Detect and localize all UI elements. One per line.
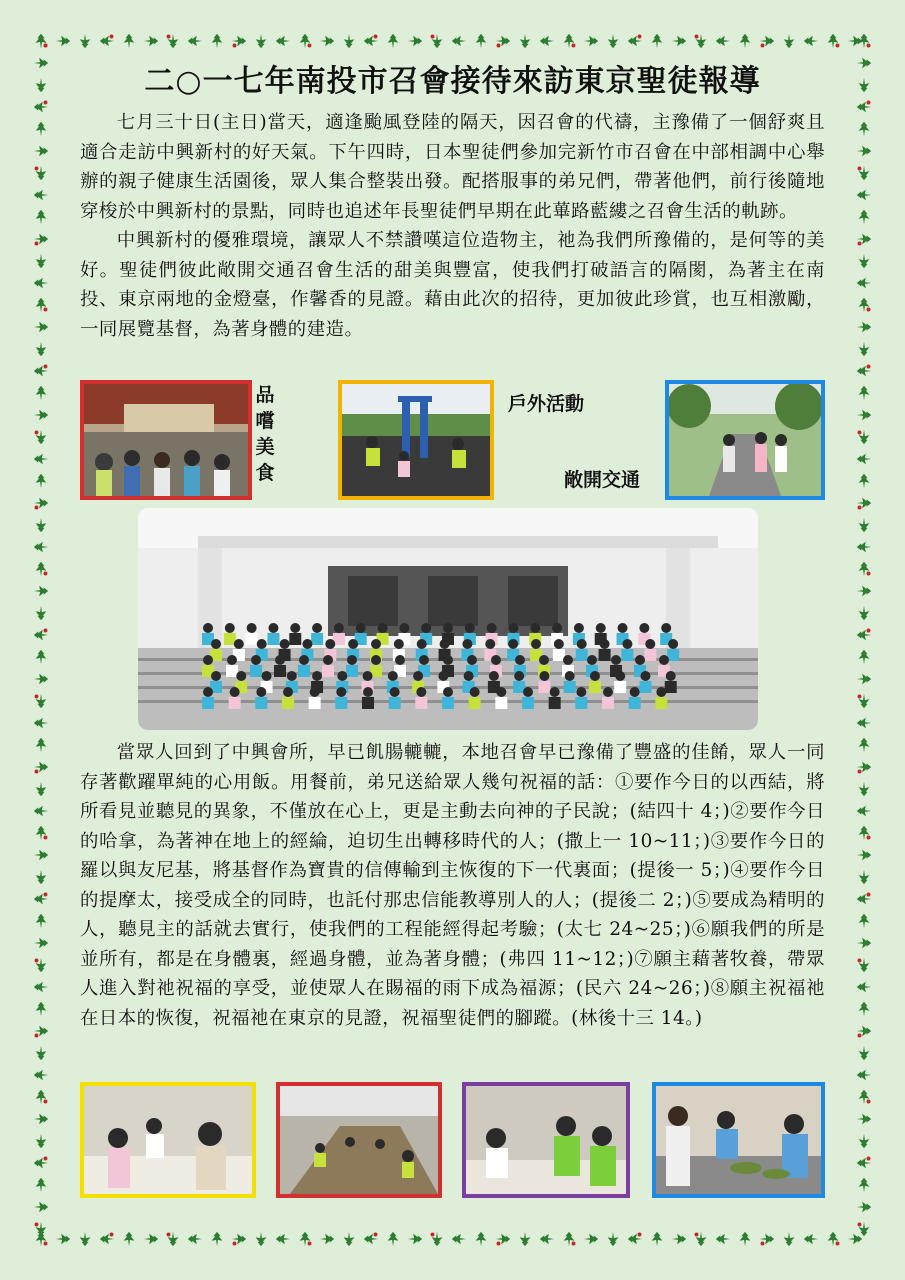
ivy-leaf-icon bbox=[853, 1086, 875, 1108]
meal-photo-2 bbox=[276, 1082, 442, 1198]
ivy-leaf-icon bbox=[30, 184, 52, 206]
ivy-leaf-icon bbox=[30, 580, 52, 602]
ivy-leaf-icon bbox=[853, 1196, 875, 1218]
ivy-leaf-icon bbox=[756, 1228, 778, 1250]
ivy-leaf-icon bbox=[853, 1042, 875, 1064]
ivy-leaf-icon bbox=[30, 932, 52, 954]
label-food: 品嚐美食 bbox=[255, 384, 275, 484]
ivy-leaf-icon bbox=[853, 382, 875, 404]
ivy-leaf-icon bbox=[492, 1228, 514, 1250]
ivy-leaf-icon bbox=[536, 30, 558, 52]
ivy-leaf-icon bbox=[30, 712, 52, 734]
paragraph-3-wrap bbox=[80, 738, 825, 1033]
ivy-leaf-icon bbox=[30, 756, 52, 778]
ivy-leaf-icon bbox=[184, 30, 206, 52]
ivy-leaf-icon bbox=[853, 690, 875, 712]
ivy-leaf-icon bbox=[853, 294, 875, 316]
ivy-leaf-icon bbox=[602, 30, 624, 52]
ivy-border-left bbox=[30, 30, 52, 1250]
ivy-leaf-icon bbox=[30, 74, 52, 96]
ivy-leaf-icon bbox=[853, 1108, 875, 1130]
ivy-leaf-icon bbox=[30, 910, 52, 932]
ivy-leaf-icon bbox=[360, 1228, 382, 1250]
ivy-leaf-icon bbox=[30, 1218, 52, 1240]
meal-photo-4 bbox=[652, 1082, 825, 1198]
ivy-leaf-icon bbox=[470, 30, 492, 52]
ivy-leaf-icon bbox=[514, 1228, 536, 1250]
ivy-leaf-icon bbox=[140, 30, 162, 52]
ivy-leaf-icon bbox=[30, 558, 52, 580]
ivy-leaf-icon bbox=[853, 822, 875, 844]
ivy-leaf-icon bbox=[690, 1228, 712, 1250]
ivy-leaf-icon bbox=[404, 30, 426, 52]
ivy-leaf-icon bbox=[690, 30, 712, 52]
ivy-leaf-icon bbox=[853, 558, 875, 580]
ivy-leaf-icon bbox=[30, 448, 52, 470]
ivy-leaf-icon bbox=[316, 1228, 338, 1250]
ivy-leaf-icon bbox=[30, 822, 52, 844]
ivy-leaf-icon bbox=[853, 646, 875, 668]
ivy-leaf-icon bbox=[646, 30, 668, 52]
ivy-leaf-icon bbox=[853, 514, 875, 536]
ivy-leaf-icon bbox=[30, 470, 52, 492]
ivy-leaf-icon bbox=[853, 800, 875, 822]
ivy-leaf-icon bbox=[162, 1228, 184, 1250]
ivy-leaf-icon bbox=[853, 470, 875, 492]
ivy-leaf-icon bbox=[30, 734, 52, 756]
ivy-leaf-icon bbox=[316, 30, 338, 52]
ivy-leaf-icon bbox=[853, 206, 875, 228]
ivy-leaf-icon bbox=[30, 888, 52, 910]
ivy-leaf-icon bbox=[822, 30, 844, 52]
ivy-leaf-icon bbox=[206, 1228, 228, 1250]
ivy-leaf-icon bbox=[853, 998, 875, 1020]
newsletter-page bbox=[80, 60, 825, 344]
ivy-leaf-icon bbox=[30, 140, 52, 162]
ivy-leaf-icon bbox=[294, 30, 316, 52]
ivy-leaf-icon bbox=[140, 1228, 162, 1250]
ivy-leaf-icon bbox=[470, 1228, 492, 1250]
ivy-leaf-icon bbox=[853, 118, 875, 140]
ivy-leaf-icon bbox=[30, 162, 52, 184]
ivy-leaf-icon bbox=[558, 1228, 580, 1250]
ivy-leaf-icon bbox=[853, 624, 875, 646]
ivy-leaf-icon bbox=[580, 1228, 602, 1250]
ivy-leaf-icon bbox=[624, 1228, 646, 1250]
ivy-border-top bbox=[30, 30, 875, 52]
ivy-leaf-icon bbox=[580, 30, 602, 52]
ivy-leaf-icon bbox=[30, 1174, 52, 1196]
label-fellowship: 敞開交通 bbox=[564, 469, 641, 491]
ivy-leaf-icon bbox=[853, 712, 875, 734]
ivy-leaf-icon bbox=[853, 756, 875, 778]
ivy-leaf-icon bbox=[734, 1228, 756, 1250]
ivy-leaf-icon bbox=[118, 1228, 140, 1250]
ivy-leaf-icon bbox=[426, 1228, 448, 1250]
ivy-leaf-icon bbox=[30, 272, 52, 294]
ivy-leaf-icon bbox=[492, 30, 514, 52]
ivy-leaf-icon bbox=[118, 30, 140, 52]
ivy-leaf-icon bbox=[853, 954, 875, 976]
ivy-leaf-icon bbox=[52, 30, 74, 52]
ivy-leaf-icon bbox=[30, 976, 52, 998]
ivy-leaf-icon bbox=[853, 1020, 875, 1042]
ivy-leaf-icon bbox=[30, 1108, 52, 1130]
ivy-leaf-icon bbox=[624, 30, 646, 52]
ivy-leaf-icon bbox=[853, 580, 875, 602]
ivy-leaf-icon bbox=[96, 30, 118, 52]
ivy-leaf-icon bbox=[30, 206, 52, 228]
ivy-leaf-icon bbox=[30, 514, 52, 536]
ivy-leaf-icon bbox=[853, 976, 875, 998]
ivy-leaf-icon bbox=[30, 30, 52, 52]
ivy-leaf-icon bbox=[30, 338, 52, 360]
ivy-leaf-icon bbox=[404, 1228, 426, 1250]
ivy-leaf-icon bbox=[800, 1228, 822, 1250]
ivy-leaf-icon bbox=[853, 1130, 875, 1152]
ivy-leaf-icon bbox=[558, 30, 580, 52]
ivy-leaf-icon bbox=[426, 30, 448, 52]
ivy-leaf-icon bbox=[30, 624, 52, 646]
ivy-leaf-icon bbox=[184, 1228, 206, 1250]
ivy-leaf-icon bbox=[96, 1228, 118, 1250]
ivy-leaf-icon bbox=[778, 1228, 800, 1250]
ivy-leaf-icon bbox=[536, 1228, 558, 1250]
ivy-leaf-icon bbox=[30, 1152, 52, 1174]
ivy-leaf-icon bbox=[360, 30, 382, 52]
ivy-leaf-icon bbox=[250, 1228, 272, 1250]
ivy-leaf-icon bbox=[30, 426, 52, 448]
ivy-leaf-icon bbox=[448, 1228, 470, 1250]
ivy-leaf-icon bbox=[853, 250, 875, 272]
page-title: 二○一七年南投市召會接待來訪東京聖徒報導 bbox=[144, 64, 761, 99]
ivy-leaf-icon bbox=[272, 1228, 294, 1250]
ivy-leaf-icon bbox=[712, 30, 734, 52]
ivy-leaf-icon bbox=[822, 1228, 844, 1250]
ivy-leaf-icon bbox=[853, 932, 875, 954]
ivy-leaf-icon bbox=[853, 1218, 875, 1240]
ivy-leaf-icon bbox=[162, 30, 184, 52]
ivy-leaf-icon bbox=[30, 778, 52, 800]
ivy-leaf-icon bbox=[853, 228, 875, 250]
ivy-leaf-icon bbox=[514, 30, 536, 52]
ivy-leaf-icon bbox=[668, 30, 690, 52]
ivy-leaf-icon bbox=[206, 30, 228, 52]
paragraph-1: 七月三十日(主日)當天，適逢颱風登陸的隔天，因召會的代禱，主豫備了一個舒爽且適合走訪中興新村的好天氣。下午四時，日本聖徒們參加完新竹市召會在中部相調中心舉辦的親子健康生活園後，眾人集合整裝出發。配搭服事的弟兄們，帶著他們，前行後隨地穿梭於中興新村的景點，同時也追述年長聖徒們早期在此蓽路藍縷之召會生活的軌跡。 bbox=[80, 112, 825, 222]
ivy-leaf-icon bbox=[602, 1228, 624, 1250]
ivy-leaf-icon bbox=[448, 30, 470, 52]
ivy-leaf-icon bbox=[853, 30, 875, 52]
ivy-leaf-icon bbox=[853, 52, 875, 74]
food-photo bbox=[80, 380, 252, 500]
ivy-leaf-icon bbox=[853, 668, 875, 690]
photo-row-top bbox=[80, 380, 825, 502]
ivy-leaf-icon bbox=[853, 316, 875, 338]
ivy-leaf-icon bbox=[853, 140, 875, 162]
ivy-leaf-icon bbox=[30, 250, 52, 272]
ivy-leaf-icon bbox=[853, 844, 875, 866]
ivy-leaf-icon bbox=[30, 404, 52, 426]
ivy-leaf-icon bbox=[853, 1174, 875, 1196]
ivy-leaf-icon bbox=[853, 426, 875, 448]
ivy-leaf-icon bbox=[250, 30, 272, 52]
ivy-leaf-icon bbox=[30, 954, 52, 976]
fellowship-photo bbox=[665, 380, 825, 500]
ivy-leaf-icon bbox=[712, 1228, 734, 1250]
ivy-leaf-icon bbox=[30, 492, 52, 514]
ivy-leaf-icon bbox=[853, 1064, 875, 1086]
ivy-leaf-icon bbox=[853, 866, 875, 888]
ivy-leaf-icon bbox=[853, 404, 875, 426]
paragraph-3: 當眾人回到了中興會所，早已飢腸轆轆，本地召會早已豫備了豐盛的佳餚，眾人一同存著歡躍單純的心用飯。用餐前，弟兄送給眾人幾句祝福的話：①要作今日的以西結，將所看見並聽見的異象，不僅放在心上，更是主動去向神的子民說；(結四十 4；)②要作今日的哈拿，為著神在地上的經綸，迫切生出轉移時代的人；(撒上一 10~11；)③要作今日的羅以與友尼基，將基督作為寶貴的信傳輸到主恢復的下一代裏面；(提後一 5；)④要作今日的提摩太，接受成全的同時，也託付那忠信能教導別人的人；(提後二 2；)⑤要成為精明的人，聽見主的話就去實行，使我們的工程能經得起考驗；(太七 24~25；)⑥願我們的所是並所有，都是在身體裏，經過身體，並為著身體；(弗四 11~12；)⑦願主藉著牧養，帶眾人進入對祂祝福的享受，並使眾人在賜福的雨下成為福源；(民六 24~26；)⑧願主祝福祂在日本的恢復，祝福祂在東京的見證，祝福聖徒們的腳蹤。(林後十三 14。) bbox=[80, 742, 825, 1029]
ivy-leaf-icon bbox=[734, 30, 756, 52]
ivy-leaf-icon bbox=[30, 690, 52, 712]
ivy-leaf-icon bbox=[30, 1086, 52, 1108]
ivy-leaf-icon bbox=[30, 96, 52, 118]
meal-photo-3 bbox=[462, 1082, 630, 1198]
ivy-leaf-icon bbox=[294, 1228, 316, 1250]
meal-photo-1 bbox=[80, 1082, 256, 1198]
group-photo bbox=[138, 508, 758, 730]
ivy-leaf-icon bbox=[30, 316, 52, 338]
ivy-leaf-icon bbox=[853, 162, 875, 184]
ivy-leaf-icon bbox=[853, 778, 875, 800]
ivy-leaf-icon bbox=[853, 1152, 875, 1174]
ivy-border-bottom bbox=[30, 1228, 875, 1250]
ivy-leaf-icon bbox=[30, 1020, 52, 1042]
ivy-leaf-icon bbox=[30, 536, 52, 558]
ivy-leaf-icon bbox=[30, 118, 52, 140]
ivy-leaf-icon bbox=[338, 30, 360, 52]
ivy-leaf-icon bbox=[668, 1228, 690, 1250]
ivy-leaf-icon bbox=[853, 184, 875, 206]
ivy-leaf-icon bbox=[338, 1228, 360, 1250]
ivy-leaf-icon bbox=[853, 74, 875, 96]
ivy-leaf-icon bbox=[30, 998, 52, 1020]
ivy-leaf-icon bbox=[853, 360, 875, 382]
ivy-leaf-icon bbox=[853, 536, 875, 558]
ivy-leaf-icon bbox=[272, 30, 294, 52]
ivy-leaf-icon bbox=[228, 30, 250, 52]
ivy-leaf-icon bbox=[646, 1228, 668, 1250]
ivy-leaf-icon bbox=[30, 1130, 52, 1152]
ivy-border-right bbox=[853, 30, 875, 1250]
ivy-leaf-icon bbox=[30, 382, 52, 404]
ivy-leaf-icon bbox=[853, 888, 875, 910]
ivy-leaf-icon bbox=[30, 1064, 52, 1086]
ivy-leaf-icon bbox=[853, 448, 875, 470]
ivy-leaf-icon bbox=[853, 96, 875, 118]
ivy-leaf-icon bbox=[74, 30, 96, 52]
photo-row-bottom bbox=[80, 1082, 825, 1200]
ivy-leaf-icon bbox=[756, 30, 778, 52]
paragraph-2: 中興新村的優雅環境，讓眾人不禁讚嘆這位造物主，祂為我們所豫備的，是何等的美好。聖徒們彼此敞開交通召會生活的甜美與豐富，使我們打破語言的隔閡，為著主在南投、東京兩地的金燈臺，作馨香的見證。藉由此次的招待，更加彼此珍賞，也互相激勵，一同展覽基督，為著身體的建造。 bbox=[80, 230, 825, 340]
ivy-leaf-icon bbox=[800, 30, 822, 52]
ivy-leaf-icon bbox=[30, 668, 52, 690]
ivy-leaf-icon bbox=[30, 228, 52, 250]
label-outdoor: 戶外活動 bbox=[508, 393, 585, 415]
ivy-leaf-icon bbox=[853, 492, 875, 514]
ivy-leaf-icon bbox=[778, 30, 800, 52]
ivy-leaf-icon bbox=[853, 338, 875, 360]
ivy-leaf-icon bbox=[382, 1228, 404, 1250]
ivy-leaf-icon bbox=[30, 1196, 52, 1218]
ivy-leaf-icon bbox=[30, 52, 52, 74]
ivy-leaf-icon bbox=[52, 1228, 74, 1250]
ivy-leaf-icon bbox=[853, 272, 875, 294]
ivy-leaf-icon bbox=[30, 844, 52, 866]
ivy-leaf-icon bbox=[30, 602, 52, 624]
ivy-leaf-icon bbox=[853, 734, 875, 756]
ivy-leaf-icon bbox=[30, 360, 52, 382]
ivy-leaf-icon bbox=[30, 866, 52, 888]
ivy-leaf-icon bbox=[30, 294, 52, 316]
ivy-leaf-icon bbox=[30, 646, 52, 668]
ivy-leaf-icon bbox=[382, 30, 404, 52]
ivy-leaf-icon bbox=[853, 602, 875, 624]
outdoor-photo bbox=[338, 380, 494, 500]
ivy-leaf-icon bbox=[30, 1042, 52, 1064]
ivy-leaf-icon bbox=[853, 910, 875, 932]
ivy-leaf-icon bbox=[74, 1228, 96, 1250]
ivy-leaf-icon bbox=[30, 800, 52, 822]
ivy-leaf-icon bbox=[228, 1228, 250, 1250]
